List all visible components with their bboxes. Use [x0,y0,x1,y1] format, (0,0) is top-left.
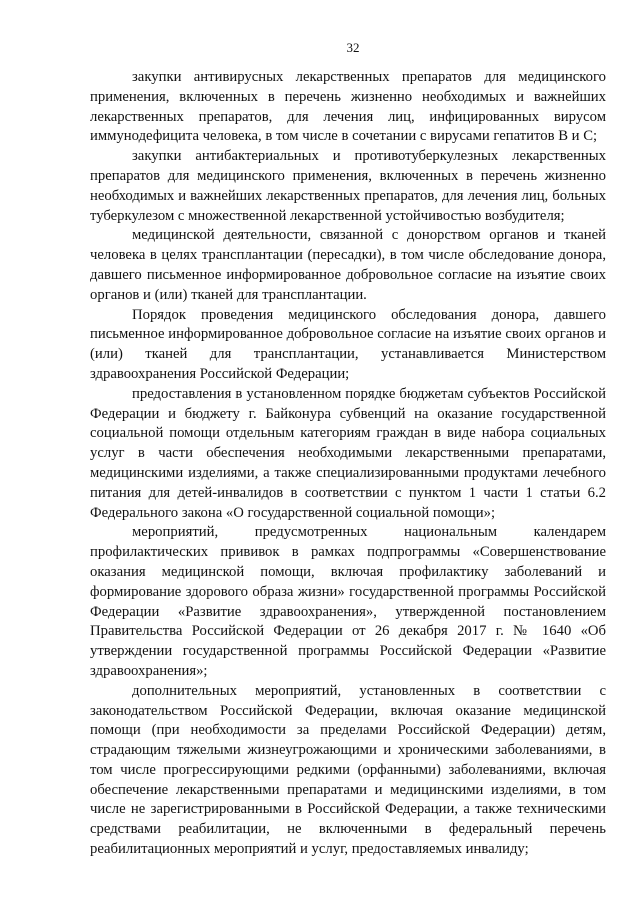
paragraph-antiviral-procurement: закупки антивирусных лекарственных препаратов для медицинского применения, включенных в перечень жизненно необходимых и важнейших лекарственных препаратов, для лечения лиц, инфицированных вирусом иммунодефицита человека, в том числе в сочетании с вирусами гепатитов В и С; [90,69,606,145]
paragraph-subventions: предоставления в установленном порядке бюджетам субъектов Российской Федерации и бюджету г. Байконура субвенций на оказание государственной социальной помощи отдельным категориям граждан в виде набора социальных услуг в части обеспечения необходимыми лекарственными препаратами, медицинскими изделиями, а также специализированными продуктами лечебного питания для детей-инвалидов в соответствии с пунктом 1 части 1 статьи 6.2 Федерального закона «О государственной социальной помощи»; [90,385,606,521]
paragraph-organ-donation: медицинской деятельности, связанной с донорством органов и тканей человека в целях трансплантации (пересадки), в том числе обследование донора, давшего письменное информированное добровольное согласие на изъятие своих органов и (или) тканей для трансплантации. [90,227,606,303]
document-page [90,40,606,860]
paragraph-additional-measures: дополнительных мероприятий, установленных в соответствии с законодательством Российской Федерации, включая оказание медицинской помощи (при необходимости за пределами Российской Федерации) детям, страдающим тяжелыми жизнеугрожающими и хроническими заболеваниями, в том числе прогрессирующими редкими (орфанными) заболеваниями, включая обеспечение лекарственными препаратами и медицинскими изделиями, в том числе не зарегистрированными в Российской Федерации, а также техническими средствами реабилитации, не включенными в федеральный перечень реабилитационных мероприятий и услуг, предоставляемых инвалиду; [90,682,606,858]
paragraph-vaccination-calendar: мероприятий, предусмотренных национальным календарем профилактических прививок в рамках подпрограммы «Совершенствование оказания медицинской помощи, включая профилактику заболеваний и формирование здорового образа жизни» государственной программы Российской Федерации «Развитие здравоохранения», утвержденной постановлением Правительства Российской Федерации от 26 декабря 2017 г. № 1640 «Об утверждении государственной программы Российской Федерации «Развитие здравоохранения»; [90,524,606,679]
page-number: 32 [346,40,360,55]
paragraph-donor-examination-procedure: Порядок проведения медицинского обследования донора, давшего письменное информированное добровольное согласие на изъятие своих органов и (или) тканей для трансплантации, устанавливается Министерством здравоохранения Российской Федерации; [90,306,606,382]
paragraph-antibacterial-procurement: закупки антибактериальных и противотуберкулезных лекарственных препаратов для медицинского применения, включенных в перечень жизненно необходимых и важнейших лекарственных препаратов, для лечения лиц, больных туберкулезом с множественной лекарственной устойчивостью возбудителя; [90,148,606,224]
